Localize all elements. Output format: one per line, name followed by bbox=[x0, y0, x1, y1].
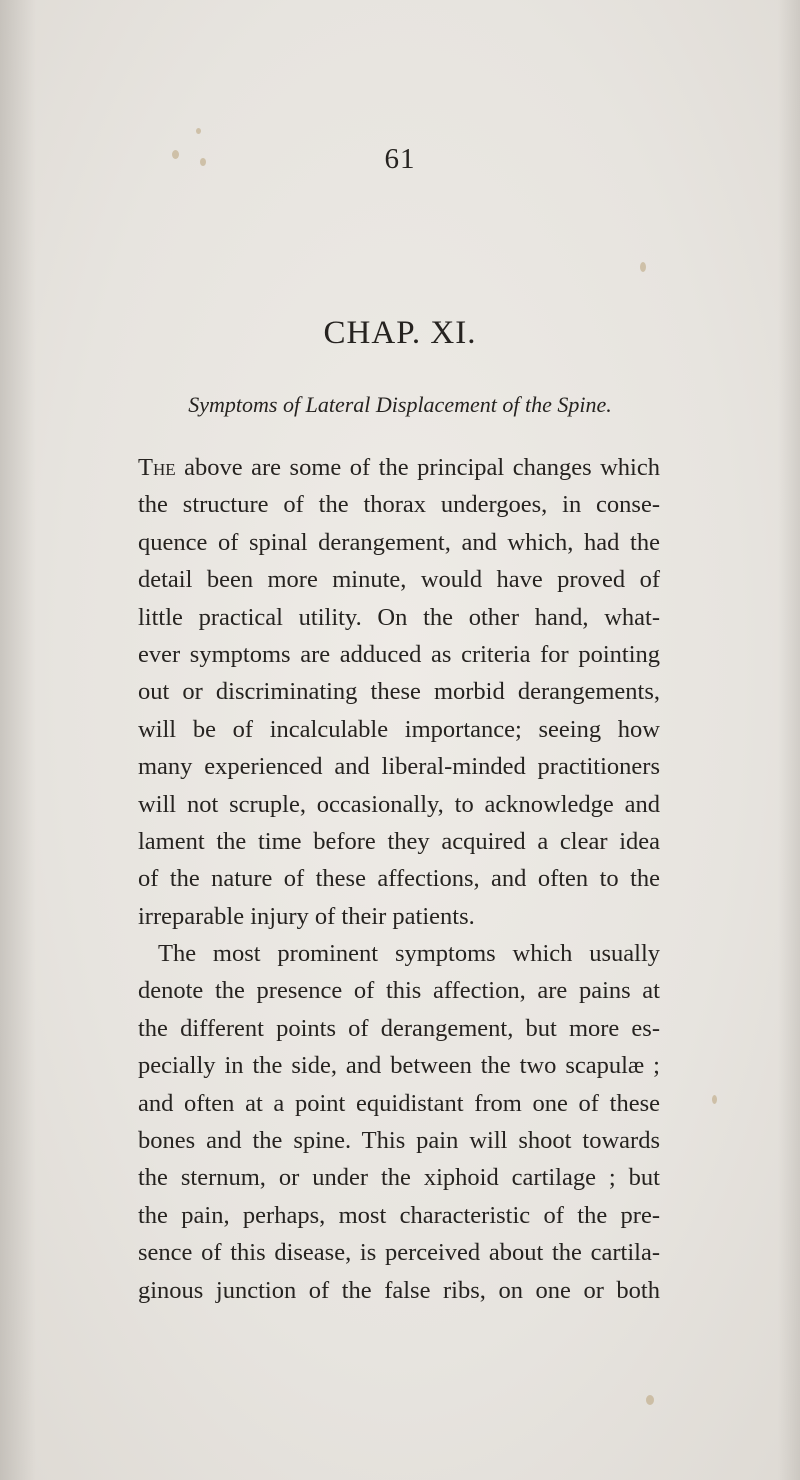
text-line: detail been more minute, would have proved of bbox=[138, 566, 660, 594]
text-line: out or discriminating these morbid derangements, bbox=[138, 678, 660, 706]
foxing-spot bbox=[640, 262, 646, 272]
text-line: of the nature of these affections, and often to the bbox=[138, 865, 660, 893]
text-line: The above are some of the principal changes which bbox=[138, 454, 660, 481]
text-line: and often at a point equidistant from one of these bbox=[138, 1089, 660, 1117]
gutter-shadow bbox=[0, 0, 36, 1480]
text-line: sence of this disease, is perceived about the cartila- bbox=[138, 1239, 660, 1267]
text-line: the structure of the thorax undergoes, in conse- bbox=[138, 491, 660, 519]
text-line: irreparable injury of their patients. bbox=[138, 902, 475, 930]
foxing-spot bbox=[196, 128, 201, 134]
text-line: the sternum, or under the xiphoid cartilage ; but bbox=[138, 1164, 660, 1192]
text-line: will be of incalculable importance; seeing how bbox=[138, 715, 660, 743]
opening-word: The bbox=[138, 454, 176, 481]
page-number: 61 bbox=[384, 143, 416, 175]
foxing-spot bbox=[646, 1395, 654, 1405]
text-line: lament the time before they acquired a clear idea bbox=[138, 827, 660, 855]
chapter-heading: CHAP. XI. bbox=[323, 315, 477, 351]
text-line: the pain, perhaps, most characteristic of the pre- bbox=[138, 1201, 660, 1229]
text-line: The most prominent symptoms which usually bbox=[158, 940, 660, 968]
text-line: little practical utility. On the other hand, what- bbox=[138, 603, 660, 631]
text-line: many experienced and liberal-minded practitioners bbox=[138, 753, 660, 781]
body-text bbox=[138, 449, 660, 1309]
text-line: the different points of derangement, but more es- bbox=[138, 1014, 660, 1042]
text-line: ever symptoms are adduced as criteria for pointing bbox=[138, 640, 660, 668]
text-line: denote the presence of this affection, are pains at bbox=[138, 977, 660, 1005]
chapter-subtitle: Symptoms of Lateral Displacement of the Spine. bbox=[188, 392, 612, 417]
text-line: quence of spinal derangement, and which, had the bbox=[138, 528, 660, 556]
text-line: bones and the spine. This pain will shoot towards bbox=[138, 1127, 660, 1155]
edge-shadow bbox=[778, 0, 800, 1480]
text-line: ginous junction of the false ribs, on one or both bbox=[138, 1276, 660, 1304]
text-line: will not scruple, occasionally, to acknowledge and bbox=[138, 790, 660, 818]
foxing-spot bbox=[712, 1095, 717, 1104]
text-line: pecially in the side, and between the two scapulæ ; bbox=[138, 1052, 660, 1080]
